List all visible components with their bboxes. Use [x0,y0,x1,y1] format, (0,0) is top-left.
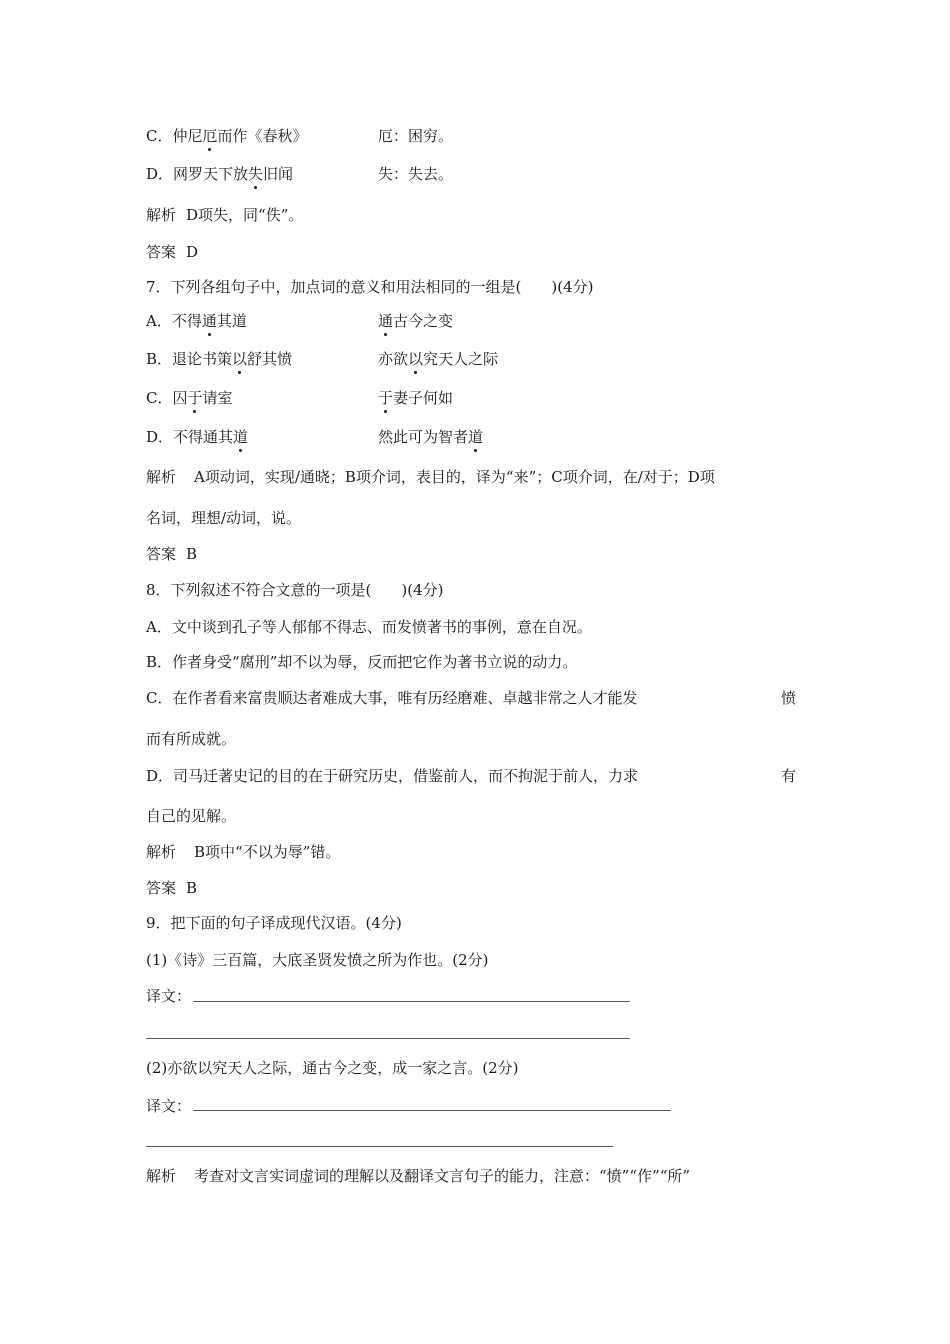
dotted-char: 通 [378,312,394,330]
q7-option-b: B．退论书策以舒其愤 [146,350,293,368]
q7-option-d: D．不得通其道 [146,428,249,446]
q9-analysis: 解析 考查对文言实词虚词的理解以及翻译文言句子的能力，注意：“愤”“作”“所” [146,1167,691,1185]
q7-option-b-right: 亦欲以究天人之际 [378,350,499,368]
q8-option-d-tail: 有 [781,767,797,785]
answer-blank-line[interactable] [146,1038,630,1039]
q7-option-c: C．囚于请室 [146,389,233,407]
q9-translation-label-2: 译文： [146,1097,192,1115]
q7-stem: 7．下列各组句子中，加点词的意义和用法相同的一组是( )(4分) [146,278,594,296]
dotted-char: 于 [187,389,203,407]
q7-analysis: 解析 A项动词，实现/通晓；B项介词，表目的，译为“来”；C项介词，在/对于；D项 [146,468,715,486]
q8-analysis: 解析 B项中“不以为辱”错。 [146,843,341,861]
q7-answer: 答案 B [146,545,198,563]
answer-blank-line[interactable] [146,1146,613,1147]
q6-option-c: C．仲尼厄而作《春秋》 [146,127,308,145]
q8-option-c-tail: 愤 [781,689,797,707]
q8-option-c-cont: 而有所成就。 [146,730,237,748]
q8-option-c: C．在作者看来富贵顺达者难成大事，唯有历经磨难、卓越非常之人才能发 [146,689,638,707]
answer-blank-line[interactable] [193,1110,671,1111]
q8-option-d: D．司马迁著史记的目的在于研究历史，借鉴前人，而不拘泥于前人，力求 [146,767,639,785]
q9-stem: 9．把下面的句子译成现代汉语。(4分) [146,914,402,932]
dotted-char: 以 [408,350,424,368]
q6-option-d: D．网罗天下放失旧闻 [146,165,294,183]
q7-option-d-right: 然此可为智者道 [378,428,484,446]
dotted-char: 以 [232,350,248,368]
q7-analysis-cont: 名词，理想/动词，说。 [146,509,302,527]
dotted-char: 厄 [202,127,218,145]
q9-sentence-1: (1)《诗》三百篇，大底圣贤发愤之所为作也。(2分) [146,951,489,969]
q6-answer: 答案 D [146,243,199,261]
q7-option-a: A．不得通其道 [146,312,247,330]
q9-translation-label-1: 译文： [146,987,192,1005]
q6-option-c-gloss: 厄：困穷。 [378,127,454,145]
q8-option-a: A．文中谈到孔子等人郁郁不得志、而发愤著书的事例，意在自况。 [146,618,592,636]
q9-sentence-2: (2)亦欲以究天人之际，通古今之变，成一家之言。(2分) [146,1059,519,1077]
q7-option-c-right: 于妻子何如 [378,389,454,407]
dotted-char: 于 [378,389,394,407]
dotted-char: 道 [468,428,484,446]
dotted-char: 道 [233,428,249,446]
q8-option-b: B．作者身受“腐刑”却不以为辱，反而把它作为著书立说的动力。 [146,653,578,671]
q8-answer: 答案 B [146,879,198,897]
dotted-char: 失 [248,165,264,183]
answer-blank-line[interactable] [193,1001,630,1002]
q6-analysis: 解析 D项失，同“佚”。 [146,206,304,224]
q8-stem: 8．下列叙述不符合文意的一项是( )(4分) [146,581,444,599]
q8-option-d-cont: 自己的见解。 [146,807,237,825]
dotted-char: 通 [201,312,217,330]
q7-option-a-right: 通古今之变 [378,312,454,330]
q6-option-d-gloss: 失：失去。 [378,165,454,183]
